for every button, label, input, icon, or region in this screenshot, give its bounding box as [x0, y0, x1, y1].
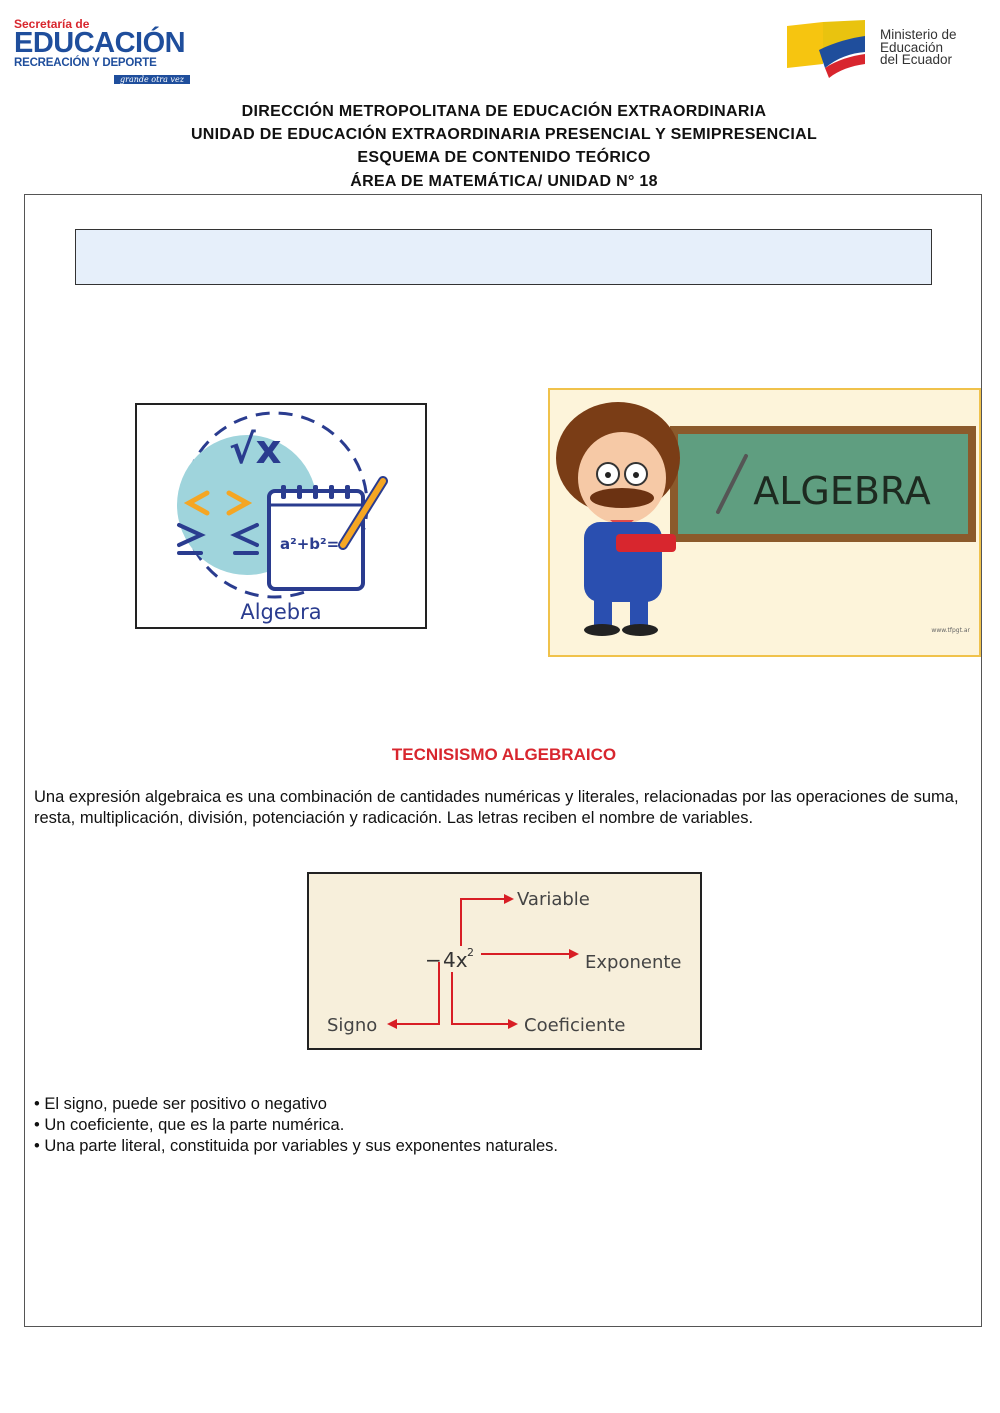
logo-line-recreacion: RECREACIÓN Y DEPORTE: [14, 57, 157, 69]
logo-line-secretaria: Secretaría de: [14, 17, 90, 31]
label-sign: Signo: [327, 1015, 378, 1036]
ministry-line-2: Educación: [880, 39, 944, 55]
ministry-line-3: del Ecuador: [880, 52, 953, 67]
label-coefficient: Coeficiente: [524, 1015, 626, 1036]
title-unidad: UNIDAD DE EDUCACIÓN EXTRAORDINARIA PRESENCIAL Y SEMIPRESENCIAL: [190, 126, 818, 143]
algebra-caption: Algebra: [240, 600, 322, 624]
ecuador-flag-icon: [785, 20, 867, 78]
algebra-icon-image: [135, 403, 427, 629]
logo-slogan: grande otra vez: [114, 75, 190, 84]
blank-title-box: [75, 229, 932, 285]
coefficient-arrow: [452, 972, 516, 1024]
variable-arrow: [461, 899, 512, 946]
list-item: • Un coeficiente, que es la parte numérica.: [34, 1116, 345, 1134]
expression-coefficient: 4x: [443, 948, 468, 972]
section-title: TECNISISMO ALGEBRAICO: [391, 745, 617, 764]
expression-sign: −: [425, 948, 442, 972]
expression-exponent: 2: [467, 946, 474, 959]
bullet-list: [34, 1094, 934, 1157]
image-credit: www.tfpgt.ar: [931, 627, 970, 634]
title-area: ÁREA DE MATEMÁTICA/ UNIDAD N° 18: [350, 173, 658, 190]
label-exponent: Exponente: [585, 952, 682, 973]
ministerio-educacion-logo: [785, 20, 985, 82]
list-item: • Una parte literal, constituida por variables y sus exponentes naturales.: [34, 1137, 558, 1155]
title-esquema: ESQUEMA DE CONTENIDO TEÓRICO: [357, 149, 651, 166]
root-x-text: √x: [229, 427, 282, 473]
intro-paragraph: Una expresión algebraica es una combinación de cantidades numéricas y literales, relacionadas por las operaciones de suma, resta, multiplicación, división, potenciación y radicación. Las letras reciben el nombre de variables.: [34, 788, 959, 827]
algebraic-term-diagram: [307, 872, 702, 1050]
formula-text: a²+b²=: [280, 535, 340, 553]
teacher-algebra-image: [548, 388, 981, 657]
secretaria-educacion-logo: [14, 17, 196, 84]
list-item: • El signo, puede ser positivo o negativo: [34, 1095, 327, 1113]
chalkboard-text: ALGEBRA: [753, 469, 931, 513]
logo-line-educacion: EDUCACIÓN: [14, 27, 186, 59]
title-direccion: DIRECCIÓN METROPOLITANA DE EDUCACIÓN EXTRAORDINARIA: [241, 103, 767, 120]
label-variable: Variable: [517, 889, 590, 910]
ministry-line-1: Ministerio de: [880, 27, 957, 42]
